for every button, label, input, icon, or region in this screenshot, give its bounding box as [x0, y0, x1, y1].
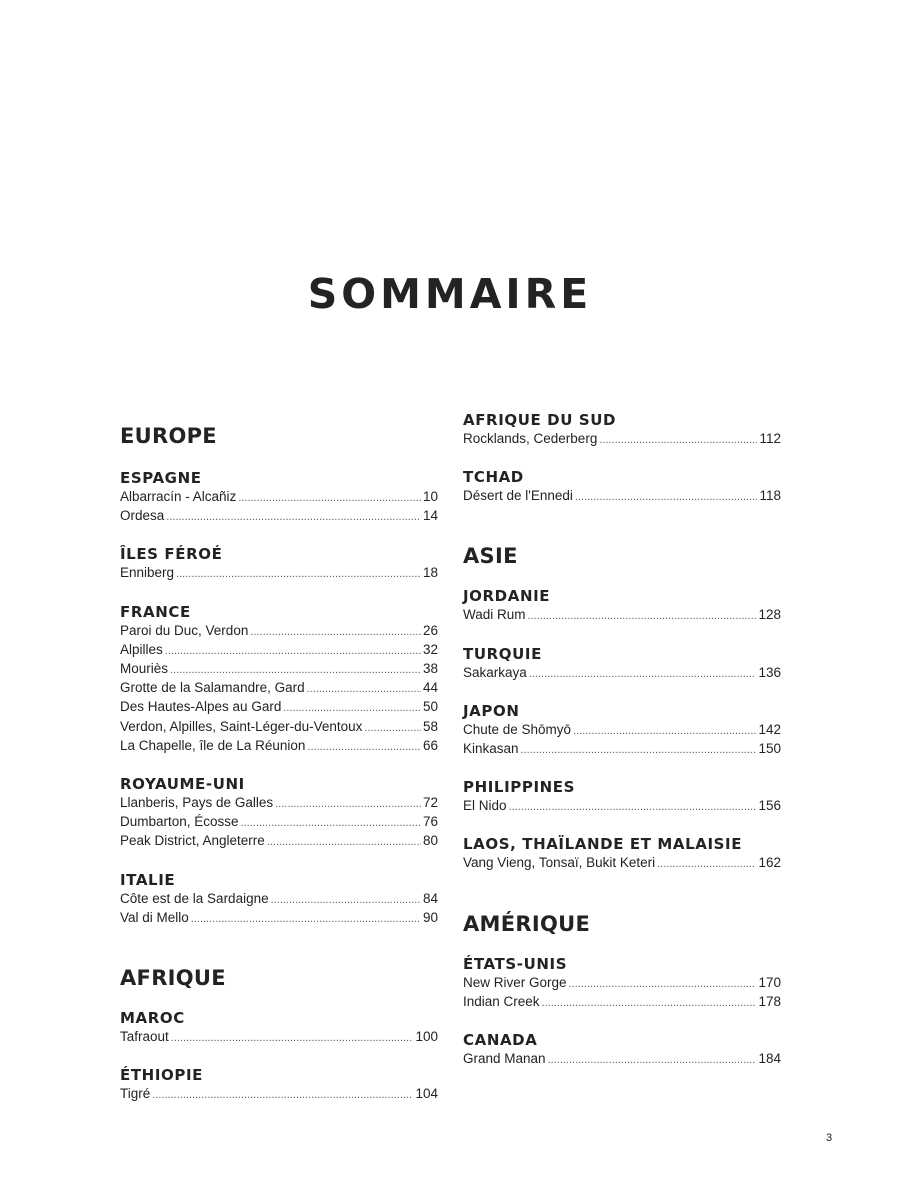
entry-name: Dumbarton, Écosse [120, 814, 239, 830]
dot-leader [250, 623, 421, 641]
dot-leader [241, 814, 421, 832]
dot-leader [152, 1086, 413, 1104]
entry-page-number: 142 [758, 721, 781, 737]
region-heading: AFRIQUE [120, 966, 226, 991]
entry-name: Albarracín - Alcañiz [120, 489, 237, 504]
entry-name: Tafraout [120, 1029, 169, 1045]
toc-entry[interactable] [120, 737, 438, 756]
entry-page-number: 44 [422, 680, 438, 696]
dot-leader [170, 661, 421, 679]
toc-entry[interactable] [120, 1028, 438, 1047]
page-number: 3 [826, 1132, 833, 1144]
entry-name: Vang Vieng, Tonsaï, Bukit Keteri [463, 855, 656, 871]
toc-entry[interactable] [120, 507, 438, 526]
dot-leader [166, 508, 421, 526]
dot-leader [529, 665, 757, 683]
toc-entry[interactable] [463, 854, 781, 873]
dot-leader [657, 855, 756, 873]
country-heading: ESPAGNE [120, 469, 202, 487]
entry-page-number: 128 [758, 607, 781, 623]
entry-page-number: 76 [422, 814, 438, 830]
toc-entry[interactable] [463, 430, 781, 449]
toc-entry[interactable] [463, 974, 781, 993]
country-heading: ITALIE [120, 870, 176, 889]
dot-leader [275, 795, 421, 813]
dot-leader [569, 975, 757, 993]
entry-name: Chute de Shōmyō [463, 721, 572, 737]
entry-page-number: 90 [422, 909, 438, 925]
entry-name: Désert de l'Ennedi [463, 488, 573, 504]
toc-column-right [463, 408, 781, 1069]
entry-page-number: 10 [422, 489, 438, 504]
dot-leader [307, 680, 421, 698]
entry-page-number: 162 [758, 855, 781, 871]
dot-leader [238, 489, 421, 507]
entry-page-number: 84 [422, 890, 438, 906]
entry-page-number: 150 [758, 741, 781, 757]
toc-entry[interactable] [463, 664, 781, 683]
dot-leader [509, 798, 757, 816]
country-heading: AFRIQUE DU SUD [463, 411, 617, 429]
toc-entry[interactable] [120, 679, 438, 698]
entry-page-number: 136 [758, 664, 781, 680]
entry-name: Des Hautes-Alpes au Gard [120, 699, 282, 715]
toc-entry[interactable] [463, 1050, 781, 1069]
toc-entry[interactable] [120, 641, 438, 660]
toc-entry[interactable] [120, 832, 438, 851]
entry-page-number: 184 [758, 1051, 781, 1067]
country-heading: PHILIPPINES [463, 778, 576, 797]
toc-entry[interactable] [463, 721, 781, 740]
entry-page-number: 100 [415, 1029, 438, 1045]
country-heading: ÉTHIOPIE [120, 1066, 203, 1085]
dot-leader [573, 722, 756, 740]
toc-entry[interactable] [120, 718, 438, 737]
page-title: SOMMAIRE [307, 270, 593, 318]
entry-name: Kinkasan [463, 741, 519, 757]
entry-page-number: 80 [422, 833, 438, 849]
toc-entry[interactable] [463, 487, 781, 506]
entry-name: Llanberis, Pays de Galles [120, 795, 274, 811]
entry-page-number: 104 [415, 1086, 438, 1102]
toc-entry[interactable] [120, 909, 438, 928]
entry-name: Peak District, Angleterre [120, 833, 265, 849]
dot-leader [283, 699, 421, 717]
region-heading: AMÉRIQUE [463, 911, 591, 936]
entry-page-number: 26 [422, 622, 438, 638]
entry-page-number: 18 [422, 565, 438, 581]
entry-page-number: 66 [422, 737, 438, 753]
country-heading: TURQUIE [463, 644, 542, 663]
entry-page-number: 38 [422, 661, 438, 677]
toc-column-left [120, 408, 438, 1104]
toc-entry[interactable] [120, 698, 438, 717]
entry-page-number: 112 [759, 431, 781, 446]
dot-leader [271, 891, 421, 909]
entry-name: Tigré [120, 1086, 151, 1102]
dot-leader [548, 1051, 757, 1069]
entry-name: Ordesa [120, 508, 165, 524]
country-heading: ROYAUME-UNI [120, 775, 245, 794]
dot-leader [176, 565, 421, 583]
country-heading: FRANCE [120, 602, 191, 621]
toc-entry[interactable] [120, 1085, 438, 1104]
entry-name: New River Gorge [463, 974, 567, 990]
entry-name: El Nido [463, 798, 507, 814]
country-heading: JAPON [463, 701, 520, 720]
toc-entry[interactable] [120, 794, 438, 813]
entry-name: Indian Creek [463, 993, 540, 1009]
toc-entry[interactable] [463, 797, 781, 816]
entry-name: Grand Manan [463, 1051, 546, 1067]
country-heading: ÎLES FÉROÉ [120, 545, 223, 564]
toc-entry[interactable] [120, 813, 438, 832]
entry-page-number: 32 [422, 641, 438, 657]
entry-name: Sakarkaya [463, 664, 527, 680]
toc-entry[interactable] [120, 622, 438, 641]
entry-name: Wadi Rum [463, 607, 526, 623]
dot-leader [307, 738, 421, 756]
toc-entry[interactable] [120, 564, 438, 583]
entry-name: Val di Mello [120, 909, 189, 925]
toc-entry[interactable] [120, 660, 438, 679]
dot-leader [267, 833, 421, 851]
country-heading: LAOS, THAÏLANDE ET MALAISIE [463, 835, 743, 854]
entry-page-number: 72 [422, 795, 438, 811]
entry-page-number: 14 [422, 508, 438, 524]
dot-leader [171, 1029, 414, 1047]
entry-page-number: 58 [422, 718, 438, 734]
toc-entry[interactable] [120, 890, 438, 909]
country-heading: TCHAD [463, 468, 524, 487]
entry-name: Grotte de la Salamandre, Gard [120, 680, 305, 696]
entry-page-number: 50 [422, 699, 438, 715]
entry-name: Paroi du Duc, Verdon [120, 622, 249, 638]
dot-leader [542, 994, 757, 1012]
toc-entry[interactable] [463, 993, 781, 1012]
region-heading: ASIE [463, 544, 518, 569]
country-heading: MAROC [120, 1009, 185, 1028]
entry-name: Verdon, Alpilles, Saint-Léger-du-Ventoux [120, 718, 363, 734]
dot-leader [575, 488, 758, 506]
entry-page-number: 156 [758, 798, 781, 814]
entry-page-number: 170 [758, 974, 781, 990]
dot-leader [599, 431, 757, 449]
entry-name: Mouriès [120, 661, 169, 677]
country-heading: ÉTATS-UNIS [463, 954, 568, 973]
dot-leader [165, 642, 421, 660]
entry-page-number: 178 [758, 993, 781, 1009]
toc-entry[interactable] [463, 740, 781, 759]
entry-name: Enniberg [120, 565, 175, 581]
country-heading: JORDANIE [463, 587, 551, 606]
entry-name: Rocklands, Cederberg [463, 431, 598, 446]
toc-entry[interactable] [120, 488, 438, 507]
entry-name: Alpilles [120, 641, 163, 657]
region-heading: EUROPE [120, 424, 217, 448]
entry-name: Côte est de la Sardaigne [120, 890, 269, 906]
dot-leader [528, 607, 757, 625]
dot-leader [191, 910, 421, 928]
entry-name: La Chapelle, île de La Réunion [120, 737, 306, 753]
entry-page-number: 118 [759, 488, 781, 504]
dot-leader [521, 741, 757, 759]
toc-entry[interactable] [463, 606, 781, 625]
country-heading: CANADA [463, 1031, 538, 1050]
dot-leader [364, 719, 421, 737]
